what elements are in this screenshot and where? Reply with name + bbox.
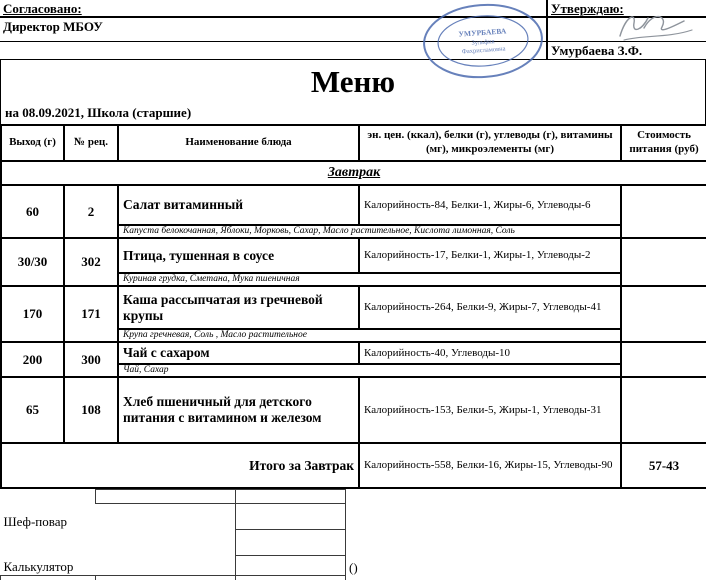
dish-cost	[621, 185, 706, 238]
dish-out: 200	[1, 342, 64, 377]
stamp-text-2: Зульфия	[471, 38, 495, 47]
footer-end-row	[1, 576, 706, 580]
table-row	[1, 286, 706, 329]
dish-name: Салат витаминный	[118, 185, 359, 225]
footer-empty-row	[1, 490, 706, 504]
dish-name: Чай с сахаром	[118, 342, 359, 364]
dish-name: Каша рассыпчатая из гречневой крупы	[118, 286, 359, 329]
footer-gap-row	[1, 530, 706, 556]
dish-nutrition: Калорийность-40, Углеводы-10	[359, 342, 621, 364]
section-row	[1, 161, 706, 185]
document-header	[0, 0, 706, 60]
table-row	[1, 342, 706, 364]
col-header-nutrition: эн. цен. (ккал), белки (г), углеводы (г), витамины (мг), микроэлементы (мг)	[359, 125, 621, 161]
dish-ingredients: Крупа гречневая, Соль , Масло растительное	[118, 329, 621, 342]
dish-cost	[621, 238, 706, 286]
parens-text: ()	[349, 559, 358, 575]
menu-date-subtitle: на 08.09.2021, Школа (старшие)	[0, 104, 706, 124]
approve-label: Утверждаю:	[551, 1, 624, 16]
col-header-cost: Стоимость питания (руб)	[621, 125, 706, 161]
table-row	[1, 377, 706, 443]
total-row	[1, 443, 706, 488]
table-header-row	[1, 125, 706, 161]
calculator-signature-box[interactable]	[236, 556, 346, 576]
total-cost: 57-43	[621, 443, 706, 488]
dish-nutrition: Калорийность-17, Белки-1, Жиры-1, Углеводы-2	[359, 238, 621, 273]
dish-nutrition: Калорийность-153, Белки-5, Жиры-1, Углеводы-31	[359, 377, 621, 443]
dish-cost	[621, 377, 706, 443]
col-header-name: Наименование блюда	[118, 125, 359, 161]
table-row	[1, 238, 706, 273]
director-label: Директор МБОУ	[3, 19, 103, 34]
col-header-rec: № рец.	[64, 125, 118, 161]
footer-grid	[0, 489, 706, 580]
dish-name: Птица, тушенная в соусе	[118, 238, 359, 273]
dish-name: Хлеб пшеничный для детского питания с витамином и железом	[118, 377, 359, 443]
signature-space	[548, 18, 706, 42]
chef-signature-box[interactable]	[236, 504, 346, 530]
header-right	[548, 0, 706, 59]
total-nutrition: Калорийность-558, Белки-16, Жиры-15, Углеводы-90	[359, 443, 621, 488]
dish-ingredients: Куриная грудка, Сметана, Мука пшеничная	[118, 273, 621, 286]
footer-chef-row	[1, 504, 706, 530]
stamp-text-3: Фахрисламовна	[461, 45, 506, 56]
header-left	[0, 0, 548, 59]
dish-cost	[621, 286, 706, 342]
menu-table	[0, 124, 706, 489]
approver-name: Умурбаева З.Ф.	[551, 43, 643, 58]
chef-label: Шеф-повар	[3, 513, 67, 529]
calculator-label: Калькулятор	[3, 559, 74, 574]
dish-rec: 2	[64, 185, 118, 238]
dish-rec: 108	[64, 377, 118, 443]
page-title: Меню	[0, 60, 706, 104]
dish-nutrition: Калорийность-84, Белки-1, Жиры-6, Углеводы-6	[359, 185, 621, 225]
stamp-text-1: УМУРБАЕВА	[458, 26, 507, 39]
total-label: Итого за Завтрак	[1, 443, 359, 488]
dish-out: 60	[1, 185, 64, 238]
dish-rec: 171	[64, 286, 118, 342]
table-row	[1, 185, 706, 225]
dish-ingredients: Капуста белокочанная, Яблоки, Морковь, Сахар, Масло растительное, Кислота лимонная, Соль	[118, 225, 621, 238]
dish-out: 65	[1, 377, 64, 443]
dish-rec: 302	[64, 238, 118, 286]
dish-out: 170	[1, 286, 64, 342]
col-header-out: Выход (г)	[1, 125, 64, 161]
dish-ingredients: Чай, Сахар	[118, 364, 621, 377]
dish-rec: 300	[64, 342, 118, 377]
agreed-label: Согласовано:	[3, 1, 82, 16]
footer-calculator-row	[1, 556, 706, 576]
dish-cost	[621, 342, 706, 377]
section-title: Завтрак	[1, 161, 706, 185]
dish-out: 30/30	[1, 238, 64, 286]
dish-nutrition: Калорийность-264, Белки-9, Жиры-7, Углеводы-41	[359, 286, 621, 329]
